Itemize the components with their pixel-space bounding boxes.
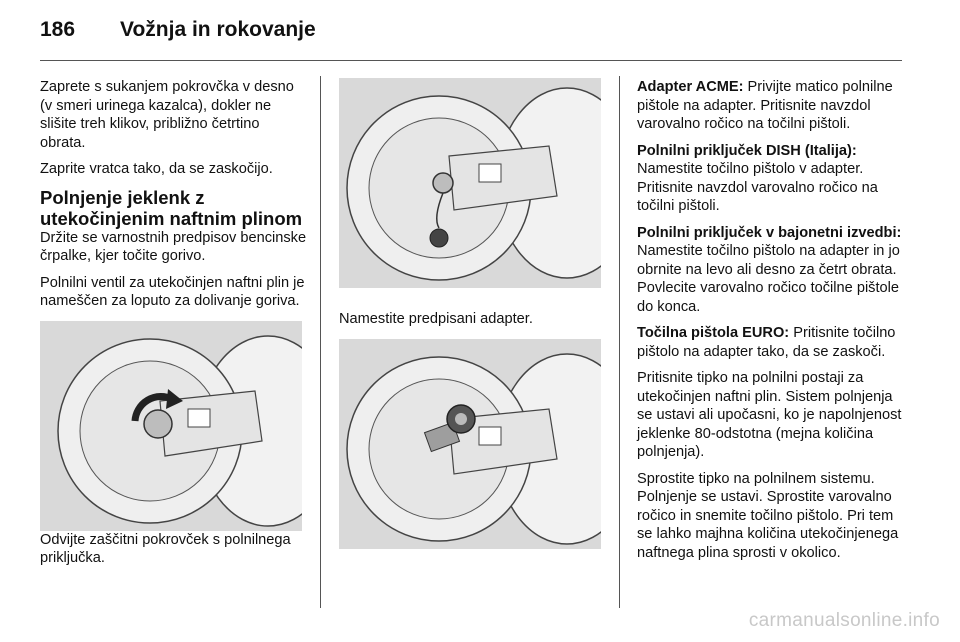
paragraph-euro: Točilna pištola EURO: Pritisnite točilno pištolo na adapter tako, da se zaskoči. <box>637 325 896 360</box>
column-1 <box>40 78 308 576</box>
paragraph-dish: Polnilni priključek DISH (Italija): Namestite točilno pištolo v adapter. Pritisnite navzdol varovalno ročico na točilni pištoli. <box>637 142 878 214</box>
label-bayonet: Polnilni priključek v bajonetni izvedbi: <box>637 224 902 241</box>
figure-fit-adapter <box>339 78 601 288</box>
label-euro: Točilna pištola EURO: <box>637 325 790 341</box>
column-2 <box>339 78 601 549</box>
column-3 <box>637 78 905 570</box>
figure-caption-2: Namestite predpisani adapter. <box>339 311 533 327</box>
page-title: Vožnja in rokovanje <box>120 18 316 41</box>
column-divider-2 <box>619 76 620 608</box>
paragraph-press-button: Pritisnite tipko na polnilni postaji za utekočinjen naftni plin. Sistem polnjenja se ustavi ali upočasni, ko je napolnjenost jeklenke 80-odstotna (mejna količina polnjenja). <box>637 370 902 460</box>
paragraph-release-button: Sprostite tipko na polnilnem sistemu. Polnjenje se ustavi. Sprostite varovalno ročico in snemite točilno pištolo. Pri tem se lahko majhna količina utekočinjenega naftnega plina sprosti v okolico. <box>637 470 899 561</box>
paragraph-safety: Držite se varnostnih predpisov bencinske črpalke, kjer točite gorivo. <box>40 229 307 264</box>
header-divider <box>40 60 902 61</box>
figure-attach-nozzle <box>339 339 601 549</box>
page-header <box>40 18 316 48</box>
page-number: 186 <box>40 18 76 41</box>
figure-caption-1: Odvijte zaščitni pokrovček s polnilnega priključka. <box>40 531 291 566</box>
label-acme: Adapter ACME: <box>637 79 744 95</box>
paragraph-close-door: Zaprite vratca tako, da se zaskočijo. <box>40 161 273 177</box>
watermark: carmanualsonline.info <box>748 610 940 631</box>
label-dish: Polnilni priključek DISH (Italija): <box>637 142 857 159</box>
column-divider-1 <box>320 76 321 608</box>
paragraph-bayonet: Polnilni priključek v bajonetni izvedbi: Namestite točilno pištolo na adapter in jo obrnite na levo ali desno za četrt obrata. Povlecite varovalno ročico točilne pištole do konca. <box>637 224 902 315</box>
figure-unscrew-cap <box>40 321 302 531</box>
paragraph-close-cap: Zaprete s sukanjem pokrovčka v desno (v smeri urinega kazalca), dokler ne slišite treh klikov, približno četrtino obrata. <box>40 79 294 151</box>
paragraph-acme: Adapter ACME: Privijte matico polnilne pištole na adapter. Pritisnite navzdol varovalno ročico na točilni pištoli. <box>637 79 893 132</box>
section-heading: Polnjenje jeklenk z utekočinjenim naftnim plinom <box>40 186 303 229</box>
paragraph-valve-location: Polnilni ventil za utekočinjen naftni plin je nameščen za loputo za dolivanje goriva. <box>40 274 305 309</box>
